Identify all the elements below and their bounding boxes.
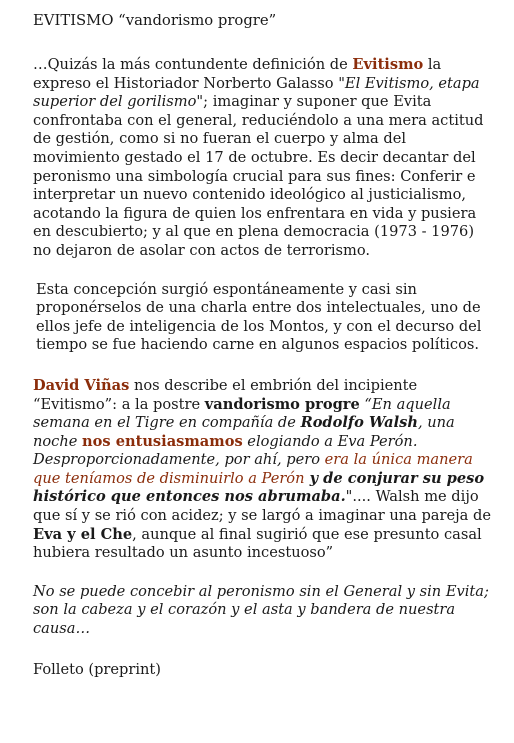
vinas-text-2: .... Walsh me dijo que sí y se rió con acidez; y se largó a imaginar una pareja de: [33, 488, 491, 525]
signature: Folleto (preprint): [33, 660, 161, 678]
vinas-quote-3: elogiando a Eva Perón. Desproporcionadamente, por ahí, pero: [33, 432, 418, 469]
vinas-text-3: , aunque al final sugirió que ese presunto casal hubiera resultado un asunto incestuoso”: [33, 525, 482, 562]
paragraph-vinas: [33, 377, 492, 563]
intro-text-3: ; imaginar y suponer que Evita confrontaba con el general, reduciéndolo a una mera actitud de gestión, como si no fueran el cuerpo y alma del movimiento gestado el 17 de octubre. Es decir decantar del peronismo una simbología crucial para sus fines: Conferir e interpretar un nuevo contenido ideológico al justicialismo, acotando la figura de quien los enfrentara en vida y pusiera en descubierto; y al que en plena democracia (1973 - 1976) no dejaron de asolar con actos de terrorismo.: [33, 93, 484, 259]
galasso-quote: "El Evitismo, etapa superior del gorilismo": [33, 74, 480, 111]
vandorismo-progre-term: vandorismo progre: [204, 395, 360, 413]
intro-text-2: la expreso el Historiador Norberto Galasso: [33, 56, 442, 92]
document-title: EVITISMO “vandorismo progre”: [33, 12, 277, 29]
paragraph-closing: [33, 583, 492, 639]
evitismo-term: Evitismo: [352, 56, 424, 73]
vinas-quote-2: , una noche: [33, 414, 455, 450]
quote-close-mark: ": [345, 488, 353, 506]
vinas-quote-1: “En aquella semana en el Tigre en compañía de: [33, 395, 451, 432]
david-vinas-name: David Viñas: [33, 376, 130, 394]
paragraph-origin: Esta concepción surgió espontáneamente y casi sin proponérselos de una charla entre dos intelectuales, uno de ellos jefe de inteligencia de los Montos, y con el decurso del tiempo se fue haciendo carne en algunos espacios políticos.: [36, 280, 482, 354]
closing-quote: No se puede concebir al peronismo sin el General y sin Evita; son la cabeza y el corazón y el asta y bandera de nuestra causa…: [33, 582, 489, 638]
intro-text: …Quizás la más contundente definición de: [33, 56, 353, 73]
vinas-text: nos describe el embrión del incipiente “Evitismo”: a la postre: [33, 376, 418, 413]
unica-manera-phrase: era la única manera que teníamos de disminuirlo a Perón: [33, 451, 473, 487]
paragraph-intro: [33, 56, 492, 261]
conjurar-phrase: y de conjurar su peso histórico que entonces nos abrumaba.: [33, 469, 485, 506]
rodolfo-walsh-name: Rodolfo Walsh: [300, 414, 418, 432]
eva-y-el-che-phrase: Eva y el Che: [33, 525, 133, 543]
nos-entusiasmamos-phrase: nos entusiasmamos: [82, 432, 243, 450]
